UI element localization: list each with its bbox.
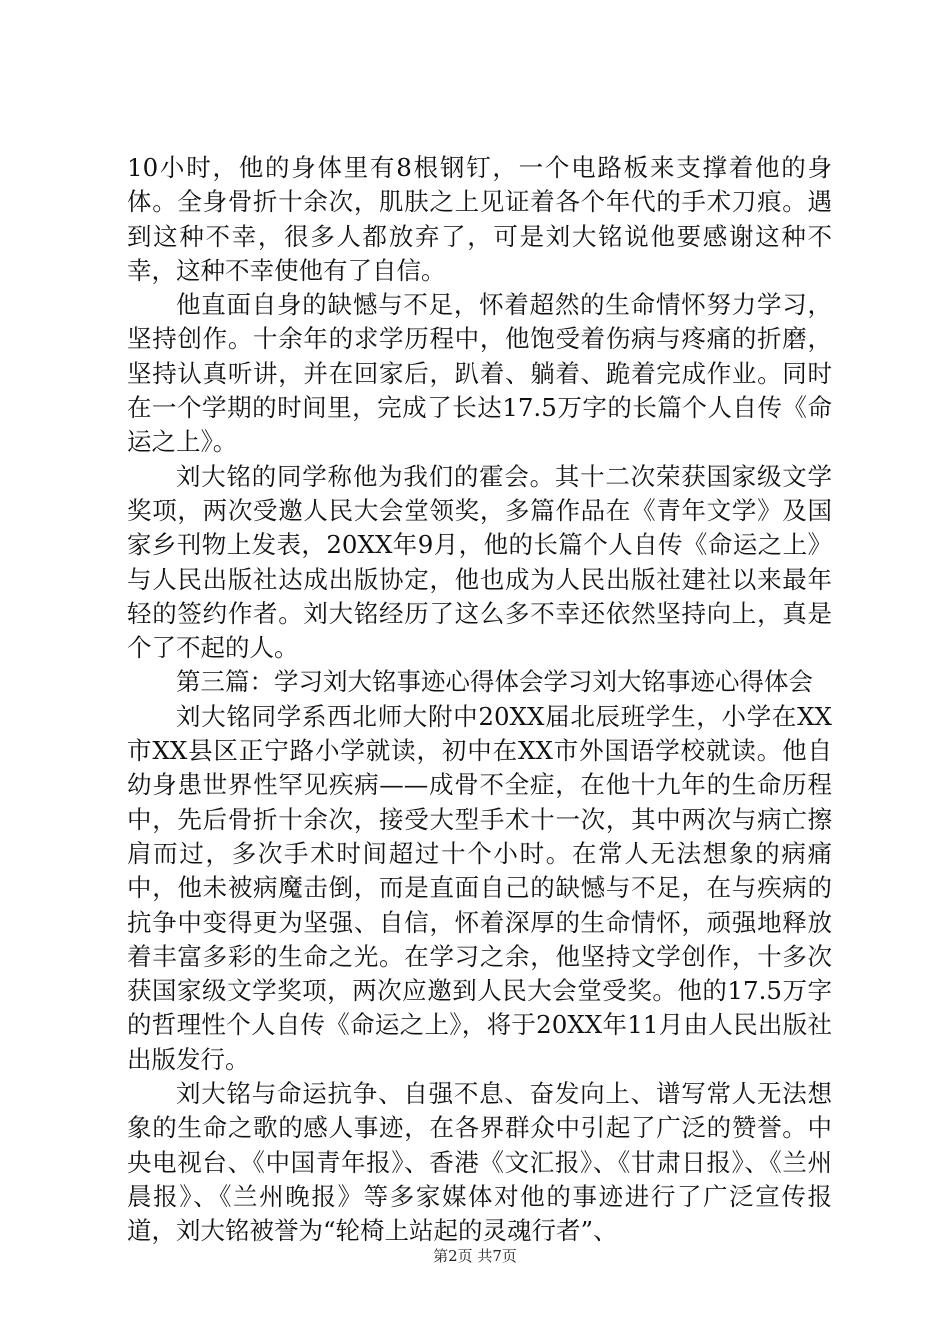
paragraph-5: 刘大铭与命运抗争、自强不息、奋发向上、谱写常人无法想象的生命之歌的感人事迹，在各界群众中引起了广泛的赞誉。中央电视台、《中国青年报》、香港《文汇报》、《甘肃日报》、《兰州晨报》、《兰州晚报》等多家媒体对他的事迹进行了广泛宣传报道，刘大铭被誉为“轮椅上站起的灵魂行者”、 (127, 1079, 832, 1246)
page-footer (0, 1246, 950, 1266)
paragraph-4: 刘大铭同学系西北师大附中20XX届北辰班学生，小学在XX市XX县区正宁路小学就读，初中在XX市外国语学校就读。他自幼身患世界性罕见疾病——成骨不全症，在他十九年的生命历程中，先后骨折十余次，接受大型手术十一次，其中两次与病亡擦肩而过，多次手术时间超过十个小时。在常人无法想象的病痛中，他未被病魔击倒，而是直面自己的缺憾与不足，在与疾病的抗争中变得更为坚强、自信，怀着深厚的生命情怀，顽强地释放着丰富多彩的生命之光。在学习之余，他坚持文学创作，十多次获国家级文学奖项，两次应邀到人民大会堂受奖。他的17.5万字的哲理性个人自传《命运之上》，将于20XX年11月由人民出版社出版发行。 (127, 701, 832, 1074)
paragraph-3: 刘大铭的同学称他为我们的霍会。其十二次荣获国家级文学奖项，两次受邀人民大会堂领奖，多篇作品在《青年文学》及国家乡刊物上发表，20XX年9月，他的长篇个人自传《命运之上》与人民出版社达成出版协定，他也成为人民出版社建社以来最年轻的签约作者。刘大铭经历了这么多不幸还依然坚持向上，真是个了不起的人。 (127, 461, 832, 663)
page-number-label: 第2页 共7页 (433, 1247, 517, 1265)
paragraph-2: 他直面自身的缺憾与不足，怀着超然的生命情怀努力学习，坚持创作。十余年的求学历程中，他饱受着伤病与疼痛的折磨，坚持认真听讲，并在回家后，趴着、躺着、跪着完成作业。同时在一个学期的时间里，完成了长达17.5万字的长篇个人自传《命运之上》。 (127, 290, 832, 457)
document-body (127, 151, 832, 1249)
paragraph-1: 10小时，他的身体里有8根钢钉，一个电路板来支撑着他的身体。全身骨折十余次，肌肤之上见证着各个年代的手术刀痕。遇到这种不幸，很多人都放弃了，可是刘大铭说他要感谢这种不幸，这种不幸使他有了自信。 (127, 153, 832, 285)
section-heading: 第三篇：学习刘大铭事迹心得体会学习刘大铭事迹心得体会 (176, 667, 813, 697)
